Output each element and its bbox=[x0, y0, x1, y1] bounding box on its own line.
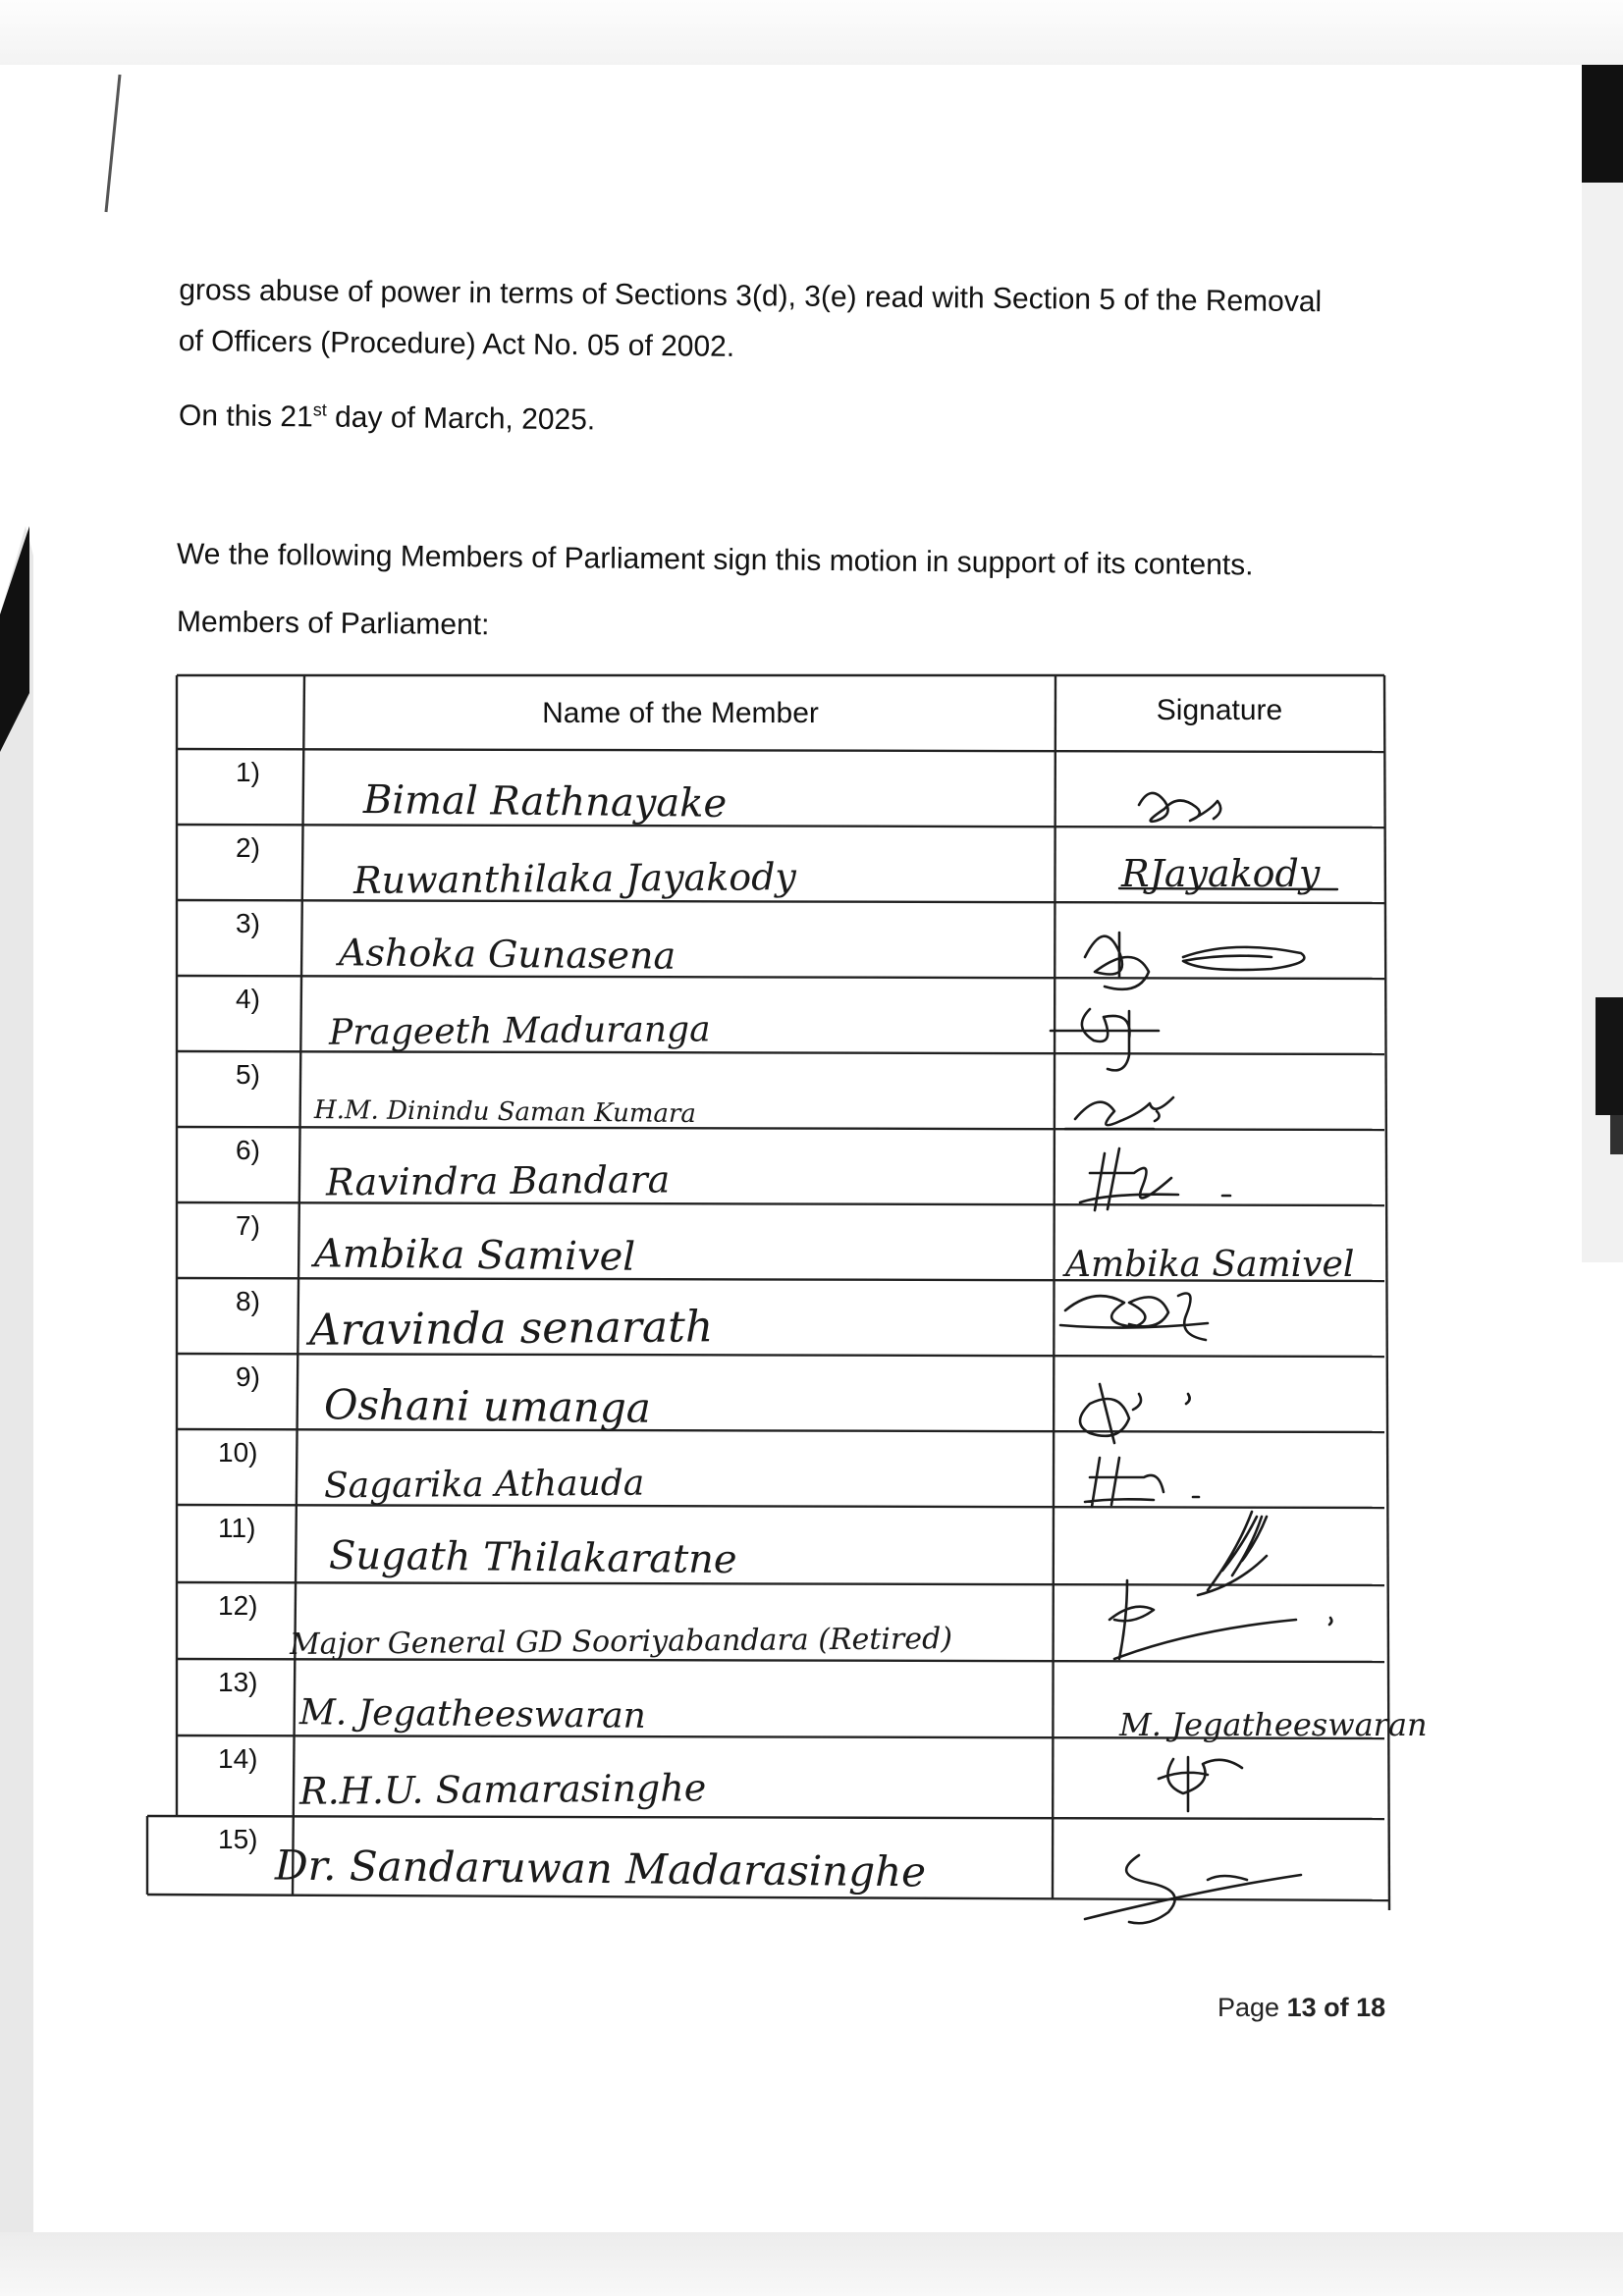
page-number-of: of bbox=[1316, 1993, 1357, 2022]
row-number: 8) bbox=[236, 1286, 260, 1316]
row-number: 3) bbox=[236, 908, 260, 938]
paragraph-line-2: of Officers (Procedure) Act No. 05 of 2002. bbox=[178, 324, 735, 363]
member-name: Oshani umanga bbox=[323, 1379, 652, 1432]
member-name: Ruwanthilaka Jayakody bbox=[352, 855, 797, 903]
row-number: 1) bbox=[236, 757, 260, 787]
member-name: H.M. Dinindu Saman Kumara bbox=[313, 1095, 697, 1130]
row-number: 15) bbox=[218, 1824, 258, 1854]
page-number-current: 13 bbox=[1286, 1993, 1317, 2022]
row-number: 4) bbox=[236, 984, 260, 1014]
signature-text: RJayakody bbox=[1121, 852, 1321, 895]
page-number-total: 18 bbox=[1356, 1993, 1386, 2022]
row-number: 12) bbox=[218, 1590, 258, 1621]
row-number: 9) bbox=[236, 1362, 260, 1392]
signature-text: M. Jegatheeswaran bbox=[1119, 1706, 1428, 1743]
members-label: Members of Parliament: bbox=[176, 606, 490, 642]
page-number bbox=[1217, 1993, 1385, 2023]
support-statement: We the following Members of Parliament sign this motion in support of its contents. bbox=[176, 538, 1254, 582]
row-number: 2) bbox=[236, 832, 260, 863]
paragraph-line-1: gross abuse of power in terms of Sections 3(d), 3(e) read with Section 5 of the Removal bbox=[179, 274, 1323, 319]
member-name: Ravindra Bandara bbox=[325, 1157, 671, 1204]
row-number: 10) bbox=[218, 1437, 258, 1468]
member-name: R.H.U. Samarasinghe bbox=[298, 1766, 707, 1814]
member-name: Dr. Sandaruwan Madarasinghe bbox=[274, 1841, 927, 1896]
member-name: Sugath Thilakaratne bbox=[328, 1532, 737, 1583]
member-name: Prageeth Maduranga bbox=[328, 1008, 711, 1053]
member-name: Ambika Samivel bbox=[313, 1231, 636, 1280]
member-name: Sagarika Athauda bbox=[323, 1463, 645, 1507]
row-number: 7) bbox=[236, 1210, 260, 1241]
member-name: Bimal Rathnayake bbox=[362, 777, 728, 827]
header-name-of-member: Name of the Member bbox=[542, 697, 819, 729]
row-number: 11) bbox=[218, 1513, 256, 1543]
page-number-prefix: Page bbox=[1217, 1993, 1287, 2022]
member-name: Major General GD Sooriyabandara (Retired) bbox=[289, 1621, 953, 1662]
member-name: Ashoka Gunasena bbox=[338, 931, 676, 979]
row-number: 14) bbox=[218, 1743, 258, 1774]
member-name: M. Jegatheeswaran bbox=[298, 1691, 647, 1736]
header-signature: Signature bbox=[1156, 694, 1283, 726]
member-name: Aravinda senarath bbox=[308, 1302, 714, 1357]
date-suffix: day of March, 2025. bbox=[326, 400, 596, 437]
row-number: 5) bbox=[236, 1059, 260, 1090]
date-ordinal: st bbox=[312, 400, 327, 420]
row-number: 13) bbox=[218, 1667, 258, 1697]
row-number: 6) bbox=[236, 1135, 260, 1165]
date-prefix: On this 21 bbox=[178, 400, 313, 434]
signature-text: Ambika Samivel bbox=[1065, 1245, 1355, 1285]
